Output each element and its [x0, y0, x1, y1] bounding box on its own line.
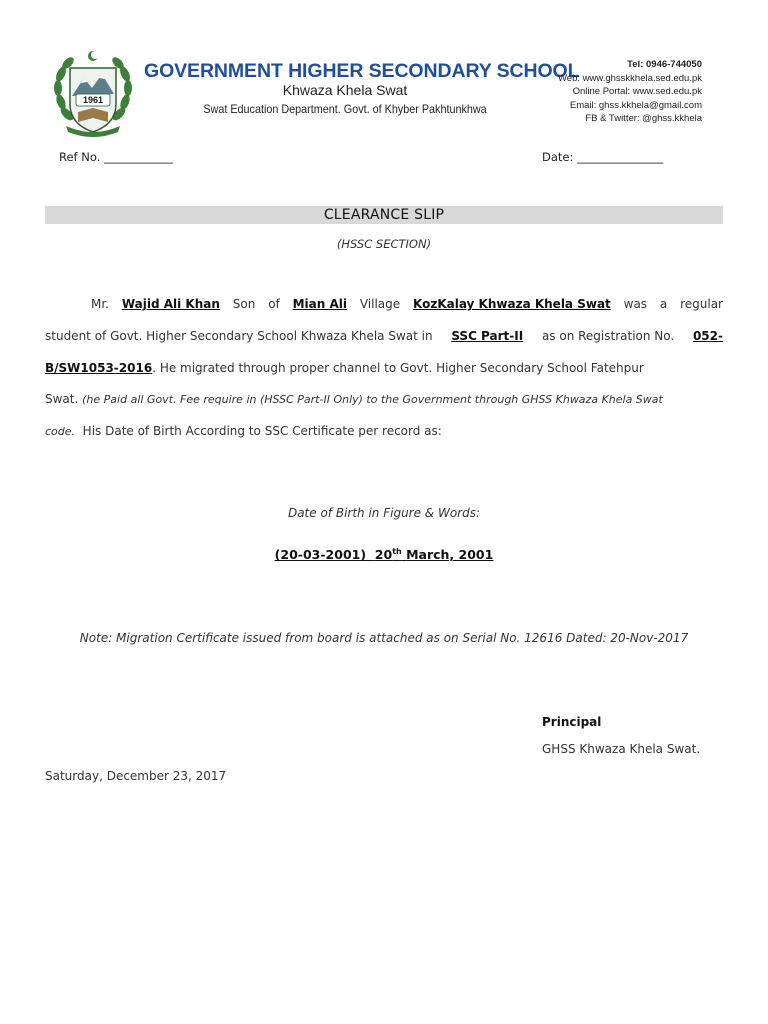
date-field: Date: _______________: [542, 150, 664, 164]
registration-no-part2: B/SW1053-2016: [45, 361, 153, 375]
body-line-5: code. His Date of Birth According to SSC Certificate per record as:: [45, 424, 442, 438]
contact-web: Web: www.ghsskkhela.sed.edu.pk: [558, 72, 702, 84]
issue-date: Saturday, December 23, 2017: [45, 769, 227, 783]
dob-label: Date of Birth in Figure & Words:: [287, 506, 481, 520]
logo-year: 1961: [82, 95, 104, 105]
village-name: KozKalay Khwaza Khela Swat: [413, 297, 611, 311]
signatory-school: GHSS Khwaza Khela Swat.: [542, 742, 701, 756]
school-name: GOVERNMENT HIGHER SECONDARY SCHOOL: [144, 60, 580, 82]
dob-figure: (20-03-2001): [274, 547, 367, 563]
migration-note: Note: Migration Certificate issued from board is attached as on Serial No. 12616 Dated: 20-Nov-2017: [79, 631, 689, 645]
father-name: Mian Ali: [292, 297, 347, 311]
body-line-2: student of Govt. Higher Secondary School Khwaza Khela Swat in SSC Part-II as on Registration No. 052-: [45, 329, 723, 343]
body-line-4: Swat. (he Paid all Govt. Fee require in (HSSC Part-II Only) to the Government through GHSS Khwaza Khela Swat: [45, 392, 663, 406]
section-label: (HSSC SECTION): [336, 237, 432, 251]
dob-day: 20: [374, 547, 393, 563]
dob-month-year: March, 2001: [406, 547, 494, 563]
student-name: Wajid Ali Khan: [121, 297, 220, 311]
registration-no-part1: 052-: [692, 329, 723, 343]
contact-social: FB & Twitter: @ghss.kkhela: [585, 113, 702, 124]
contact-tel: Tel: 0946-744050: [627, 59, 702, 70]
document-title: CLEARANCE SLIP: [323, 207, 445, 223]
contact-email: Email: ghss.kkhela@gmail.com: [569, 99, 702, 111]
ref-number: Ref No. ____________: [59, 150, 174, 164]
body-line-3: B/SW1053-2016. He migrated through proper channel to Govt. Higher Secondary School Fatehpur: [45, 361, 644, 375]
contact-portal: Online Portal: www.sed.edu.pk: [572, 86, 702, 97]
dob-value: [45, 547, 723, 562]
department-line: Swat Education Department. Govt. of Khyber Pakhtunkhwa: [203, 102, 487, 116]
fee-remark: (he Paid all Govt. Fee require in (HSSC Part-II Only) to the Government through GHSS Khwaza Khela Swat: [82, 393, 663, 406]
school-logo: [52, 48, 134, 138]
class-name: SSC Part-II: [451, 329, 524, 343]
signatory-title: Principal: [542, 715, 602, 729]
body-line-1: Mr. Wajid Ali Khan Son of Mian Ali Village KozKalay Khwaza Khela Swat was a regular: [91, 297, 723, 311]
contact-block: [558, 58, 702, 126]
dob-day-suffix: th: [392, 547, 402, 556]
school-town: Khwaza Khela Swat: [282, 82, 408, 98]
